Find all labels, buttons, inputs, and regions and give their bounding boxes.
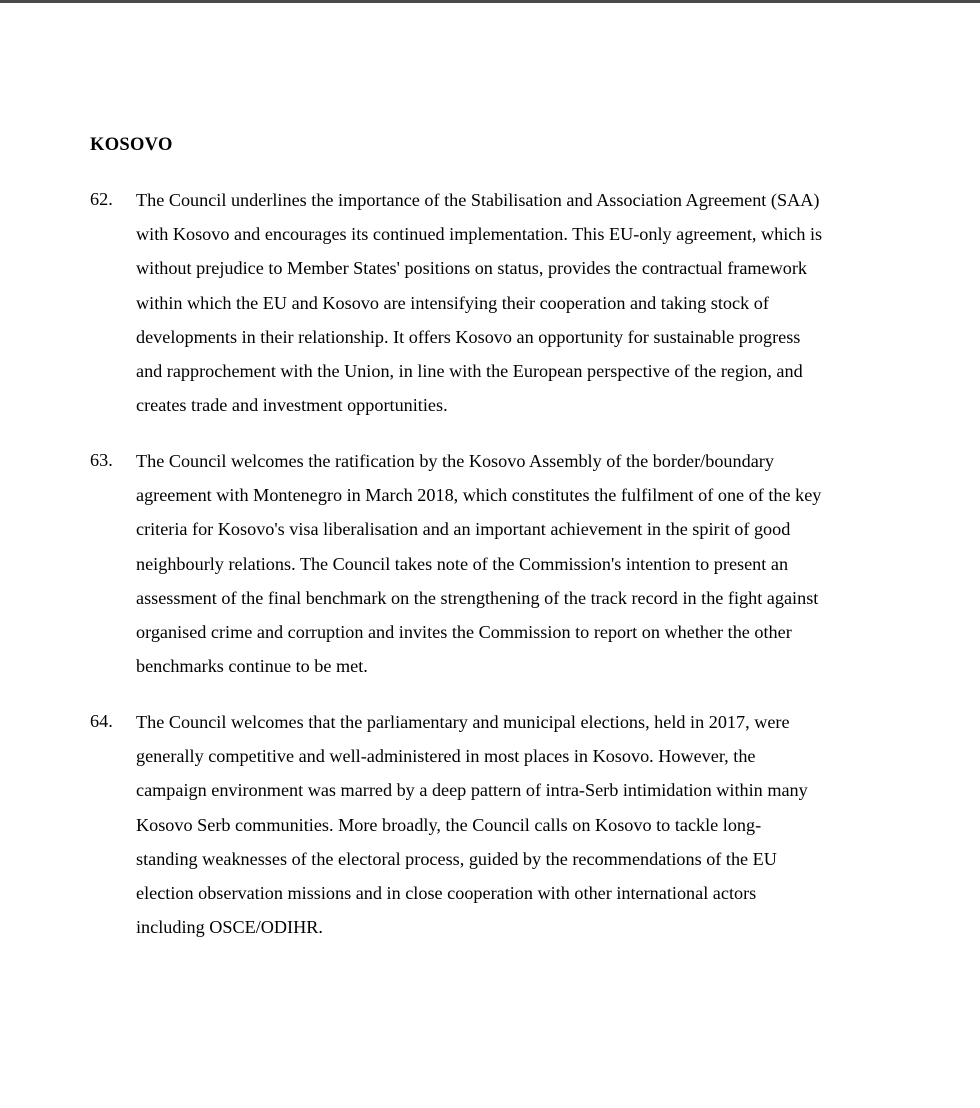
text-line: Kosovo Serb communities. More broadly, the Council calls on Kosovo to tackle long- xyxy=(136,814,762,835)
text-line: criteria for Kosovo's visa liberalisation and an important achievement in the spirit of good xyxy=(136,519,791,540)
text-line: developments in their relationship. It offers Kosovo an opportunity for sustainable progress xyxy=(136,326,801,347)
text-line: organised crime and corruption and invites the Commission to report on whether the other xyxy=(136,621,792,642)
text-line: The Council underlines the importance of the Stabilisation and Association Agreement (SAA) xyxy=(136,190,820,210)
text-line: standing weaknesses of the electoral process, guided by the recommendations of the EU xyxy=(136,848,777,869)
text-line: benchmarks continue to be met. xyxy=(136,656,368,677)
text-line: with Kosovo and encourages its continued implementation. This EU-only agreement, which is xyxy=(136,224,823,245)
text-line: creates trade and investment opportunities. xyxy=(136,395,448,416)
text-line: The Council welcomes that the parliamentary and municipal elections, held in 2017, were xyxy=(136,712,790,732)
paragraph-text xyxy=(136,450,821,689)
paragraph-text xyxy=(136,189,822,428)
text-line: generally competitive and well-administered in most places in Kosovo. However, the xyxy=(136,746,756,767)
text-line: assessment of the final benchmark on the strengthening of the track record in the fight against xyxy=(136,587,819,608)
paragraph-number: 64. xyxy=(90,711,113,731)
text-line: agreement with Montenegro in March 2018, which constitutes the fulfilment of one of the key xyxy=(136,485,822,506)
paragraph-text xyxy=(136,711,808,950)
text-line: including OSCE/ODIHR. xyxy=(136,917,323,938)
text-line: campaign environment was marred by a deep pattern of intra-Serb intimidation within many xyxy=(136,780,808,801)
paragraph-number: 62. xyxy=(90,189,113,209)
text-line: without prejudice to Member States' positions on status, provides the contractual framework xyxy=(136,258,808,279)
text-line: election observation missions and in close cooperation with other international actors xyxy=(136,882,757,903)
text-line: within which the EU and Kosovo are intensifying their cooperation and taking stock of xyxy=(136,292,769,313)
document-page xyxy=(0,3,980,1108)
text-line: neighbourly relations. The Council takes note of the Commission's intention to present an xyxy=(136,553,789,574)
text-line: The Council welcomes the ratification by the Kosovo Assembly of the border/boundary xyxy=(136,451,774,471)
section-heading: KOSOVO xyxy=(90,135,173,155)
paragraph-number: 63. xyxy=(90,450,113,470)
text-line: and rapprochement with the Union, in line with the European perspective of the region, and xyxy=(136,360,803,381)
